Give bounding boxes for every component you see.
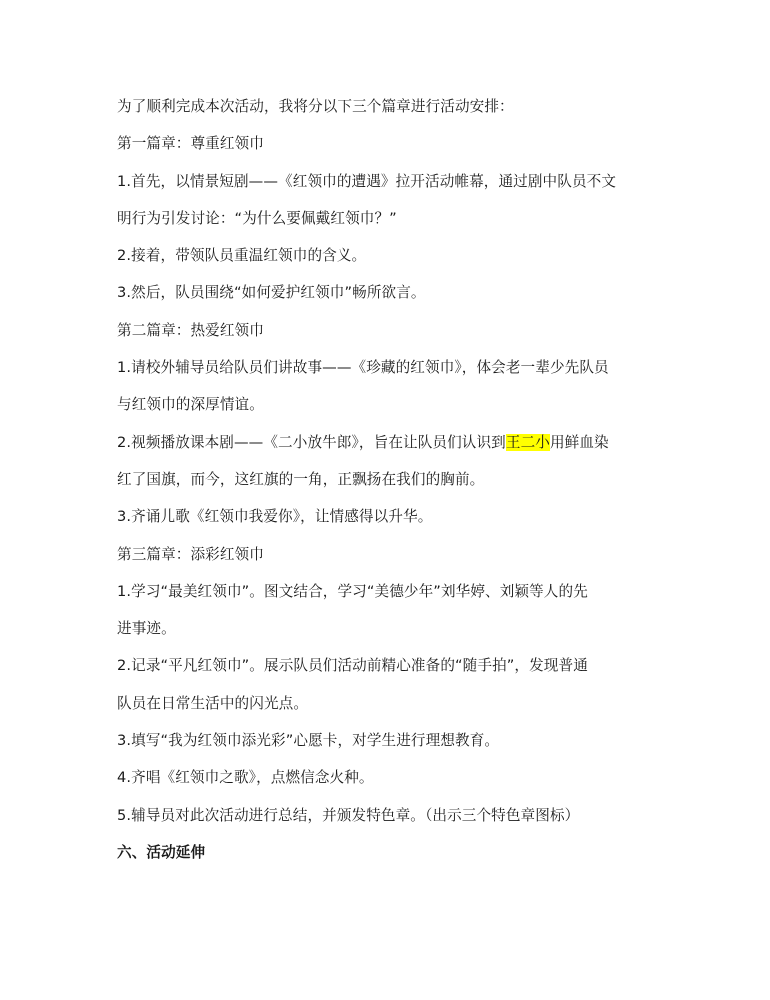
chapter2-item2-line2: 红了国旗，而今，这红旗的一角，正飘扬在我们的胸前。	[117, 470, 485, 488]
chapter3-title: 第三篇章：添彩红领巾	[117, 545, 264, 563]
chapter1-item1-line2: 明行为引发讨论：“为什么要佩戴红领巾？”	[117, 209, 397, 227]
chapter3-item1-line2: 进事迹。	[117, 620, 176, 638]
chapter2-title: 第二篇章：热爱红领巾	[117, 321, 264, 339]
chapter3-item3: 3.填写“我为红领巾添光彩”心愿卡，对学生进行理想教育。	[117, 732, 500, 750]
intro-paragraph: 为了顺利完成本次活动，我将分以下三个篇章进行活动安排：	[117, 98, 514, 115]
chapter2-item2-text-before: 2.视频播放课本剧——《二小放牛郎》，旨在让队员们认识到	[117, 433, 506, 451]
chapter1-item3: 3.然后，队员围绕“如何爱护红领巾”畅所欲言。	[117, 284, 426, 302]
document-body	[117, 88, 653, 871]
chapter2-item3: 3.齐诵儿歌《红领巾我爱你》，让情感得以升华。	[117, 508, 433, 526]
chapter1-item2: 2.接着，带领队员重温红领巾的含义。	[117, 247, 367, 265]
chapter2-item2-line1	[117, 424, 653, 461]
chapter2-item1-line1: 1.请校外辅导员给队员们讲故事——《珍藏的红领巾》，体会老一辈少先队员	[117, 359, 609, 377]
chapter3-item2-line1: 2.记录“平凡红领巾”。展示队员们活动前精心准备的“随手拍”，发现普通	[117, 657, 588, 675]
chapter1-item1-line1: 1.首先，以情景短剧——《红领巾的遭遇》拉开活动帷幕，通过剧中队员不文	[117, 172, 617, 190]
chapter3-item5: 5.辅导员对此次活动进行总结，并颁发特色章。（出示三个特色章图标）	[117, 806, 580, 824]
chapter1-title: 第一篇章：尊重红领巾	[117, 135, 264, 153]
chapter3-item2-line2: 队员在日常生活中的闪光点。	[117, 694, 309, 712]
highlighted-text: 王二小	[505, 433, 550, 451]
chapter3-item1-line1: 1.学习“最美红领巾”。图文结合，学习“美德少年”刘华婷、刘颖等人的先	[117, 582, 588, 600]
section6-heading: 六、活动延伸	[117, 843, 206, 861]
chapter2-item2-text-after: 用鲜血染	[549, 433, 609, 451]
chapter3-item4: 4.齐唱《红领巾之歌》，点燃信念火种。	[117, 769, 374, 787]
chapter2-item1-line2: 与红领巾的深厚情谊。	[117, 396, 264, 414]
